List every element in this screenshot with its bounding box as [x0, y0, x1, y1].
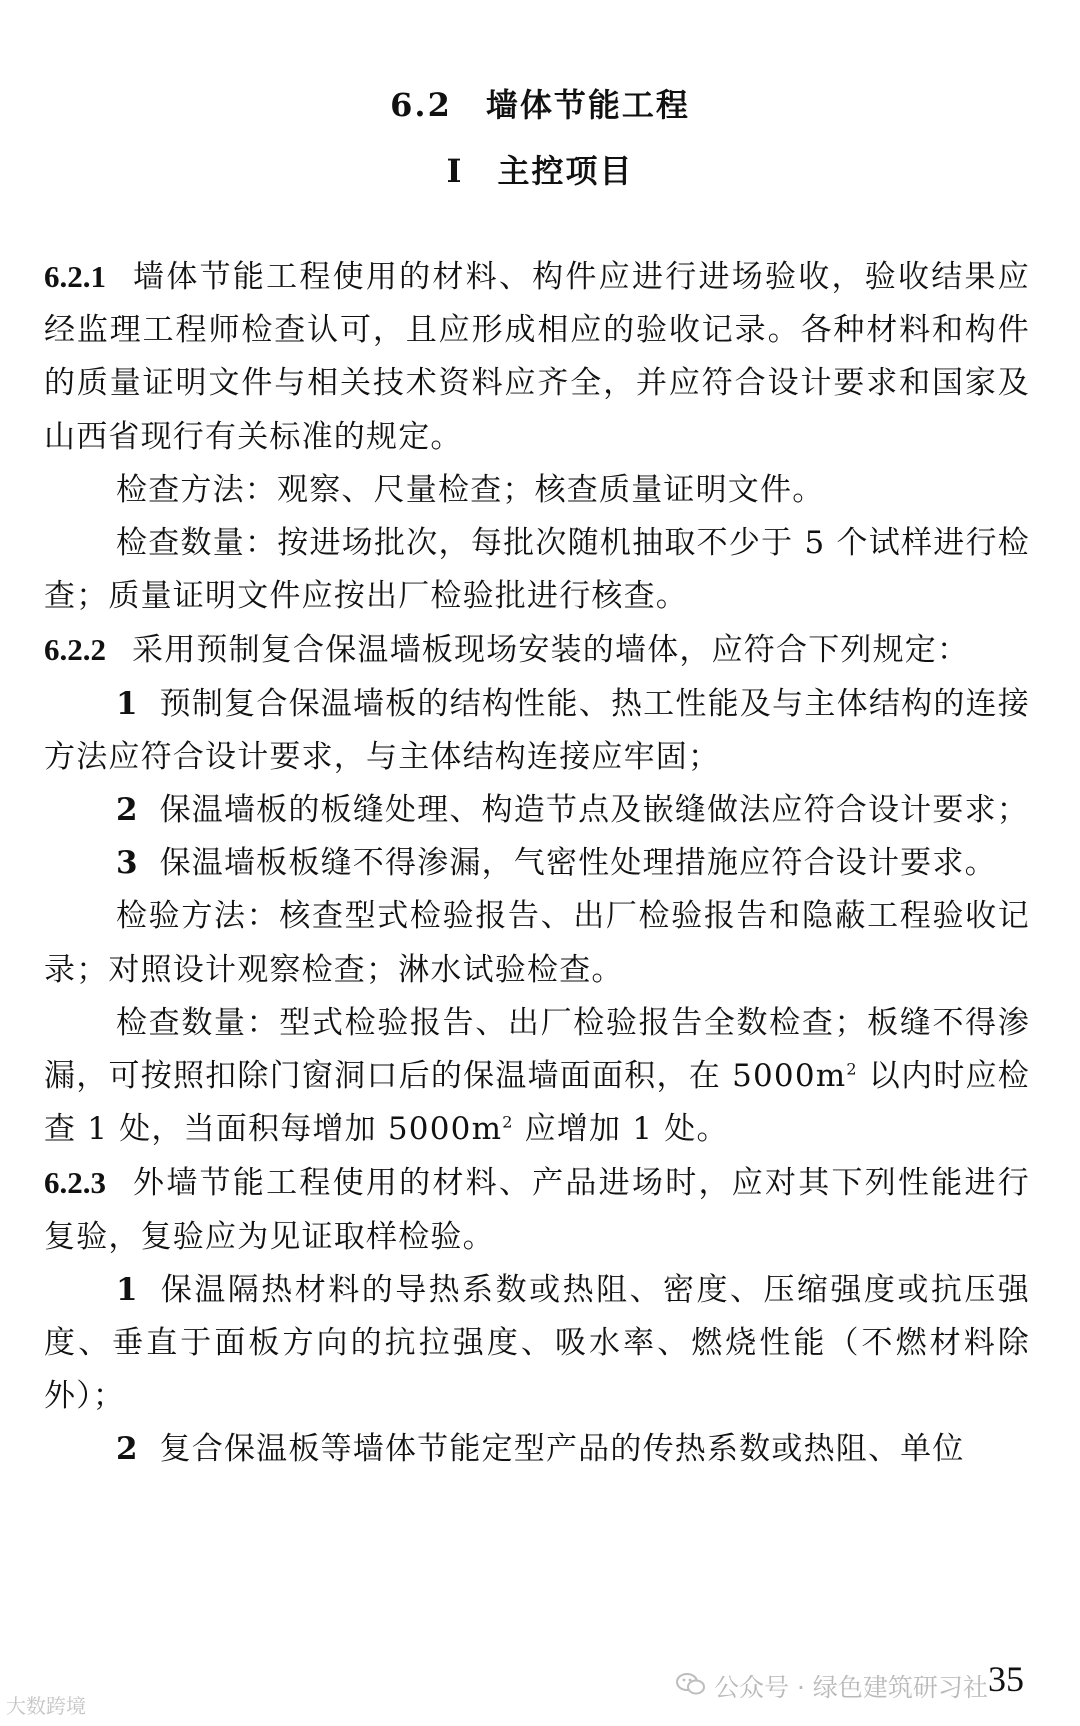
item-text: 保温墙板板缝不得渗漏，气密性处理措施应符合设计要求。	[159, 845, 997, 882]
superscript: 2	[502, 1112, 514, 1132]
item-number: 2	[116, 1431, 138, 1468]
clause-6-2-3	[44, 1156, 1030, 1263]
clause-6-2-1	[44, 250, 1030, 464]
quantity-text-a: 检查数量：型式检验报告、出厂检验报告全数检查；板缝不得渗漏，可按照扣除门窗洞口后的保温墙面面积，在 5000m	[44, 1004, 1030, 1095]
item-number: 3	[116, 845, 138, 882]
subsection-number: I	[446, 152, 464, 190]
list-item	[44, 837, 1030, 890]
clause-number: 6.2.1	[44, 259, 106, 294]
item-text: 复合保温板等墙体节能定型产品的传热系数或热阻、单位	[159, 1431, 965, 1468]
item-text: 保温隔热材料的导热系数或热阻、密度、压缩强度或抗压强度、垂直于面板方向的抗拉强度、吸水率、燃烧性能（不燃材料除外）；	[44, 1271, 1030, 1415]
watermark-text: 公众号 · 绿色建筑研习社	[714, 1673, 988, 1702]
page-number: 35	[988, 1659, 1024, 1699]
item-text: 预制复合保温墙板的结构性能、热工性能及与主体结构的连接方法应符合设计要求，与主体结构连接应牢固；	[44, 685, 1030, 775]
clause-text: 墙体节能工程使用的材料、构件应进行进场验收，验收结果应经监理工程师检查认可，且应形成相应的验收记录。各种材料和构件的质量证明文件与相关技术资料应齐全，并应符合设计要求和国家及山西省现行有关标准的规定。	[44, 259, 1030, 455]
quantity-text-c: 应增加 1 处。	[513, 1111, 729, 1148]
list-item	[44, 678, 1030, 784]
watermark	[676, 1668, 988, 1704]
superscript: 2	[846, 1059, 858, 1079]
inspection-quantity	[44, 997, 1030, 1157]
clause-number: 6.2.2	[44, 632, 106, 668]
quantity-text-b: 以内时应检查 1 处，当面积每增加 5000m	[44, 1058, 1030, 1148]
clause-6-2-2	[44, 623, 1030, 677]
list-item	[44, 784, 1030, 837]
subsection-title: 主控项目	[497, 152, 634, 190]
clause-text: 外墙节能工程使用的材料、产品进场时，应对其下列性能进行复验，复验应为见证取样检验。	[44, 1165, 1030, 1255]
section-heading	[0, 80, 1080, 126]
item-number: 1	[116, 1271, 138, 1308]
wechat-icon	[676, 1672, 706, 1702]
inspection-method: 检查方法：观察、尺量检查；核查质量证明文件。	[116, 471, 825, 508]
inspection-method: 检验方法：核查型式检验报告、出厂检验报告和隐蔽工程验收记录；对照设计观察检查；淋水试验检查。	[44, 898, 1030, 988]
item-text: 保温墙板的板缝处理、构造节点及嵌缝做法应符合设计要求；	[159, 792, 1029, 829]
list-item	[44, 1423, 1030, 1476]
document-body	[44, 250, 1030, 1477]
item-number: 1	[116, 685, 138, 722]
clause-number: 6.2.3	[44, 1165, 106, 1201]
section-title: 墙体节能工程	[485, 86, 690, 124]
watermark-left: 大数跨境	[6, 1694, 86, 1718]
inspection-quantity: 检查数量：按进场批次，每批次随机抽取不少于 5 个试样进行检查；质量证明文件应按出厂检验批进行核查。	[44, 525, 1030, 615]
item-number: 2	[116, 792, 138, 829]
clause-text: 采用预制复合保温墙板现场安装的墙体，应符合下列规定：	[132, 632, 970, 669]
list-item	[44, 1264, 1030, 1424]
subsection-heading	[0, 146, 1080, 192]
section-number: 6.2	[390, 86, 452, 124]
